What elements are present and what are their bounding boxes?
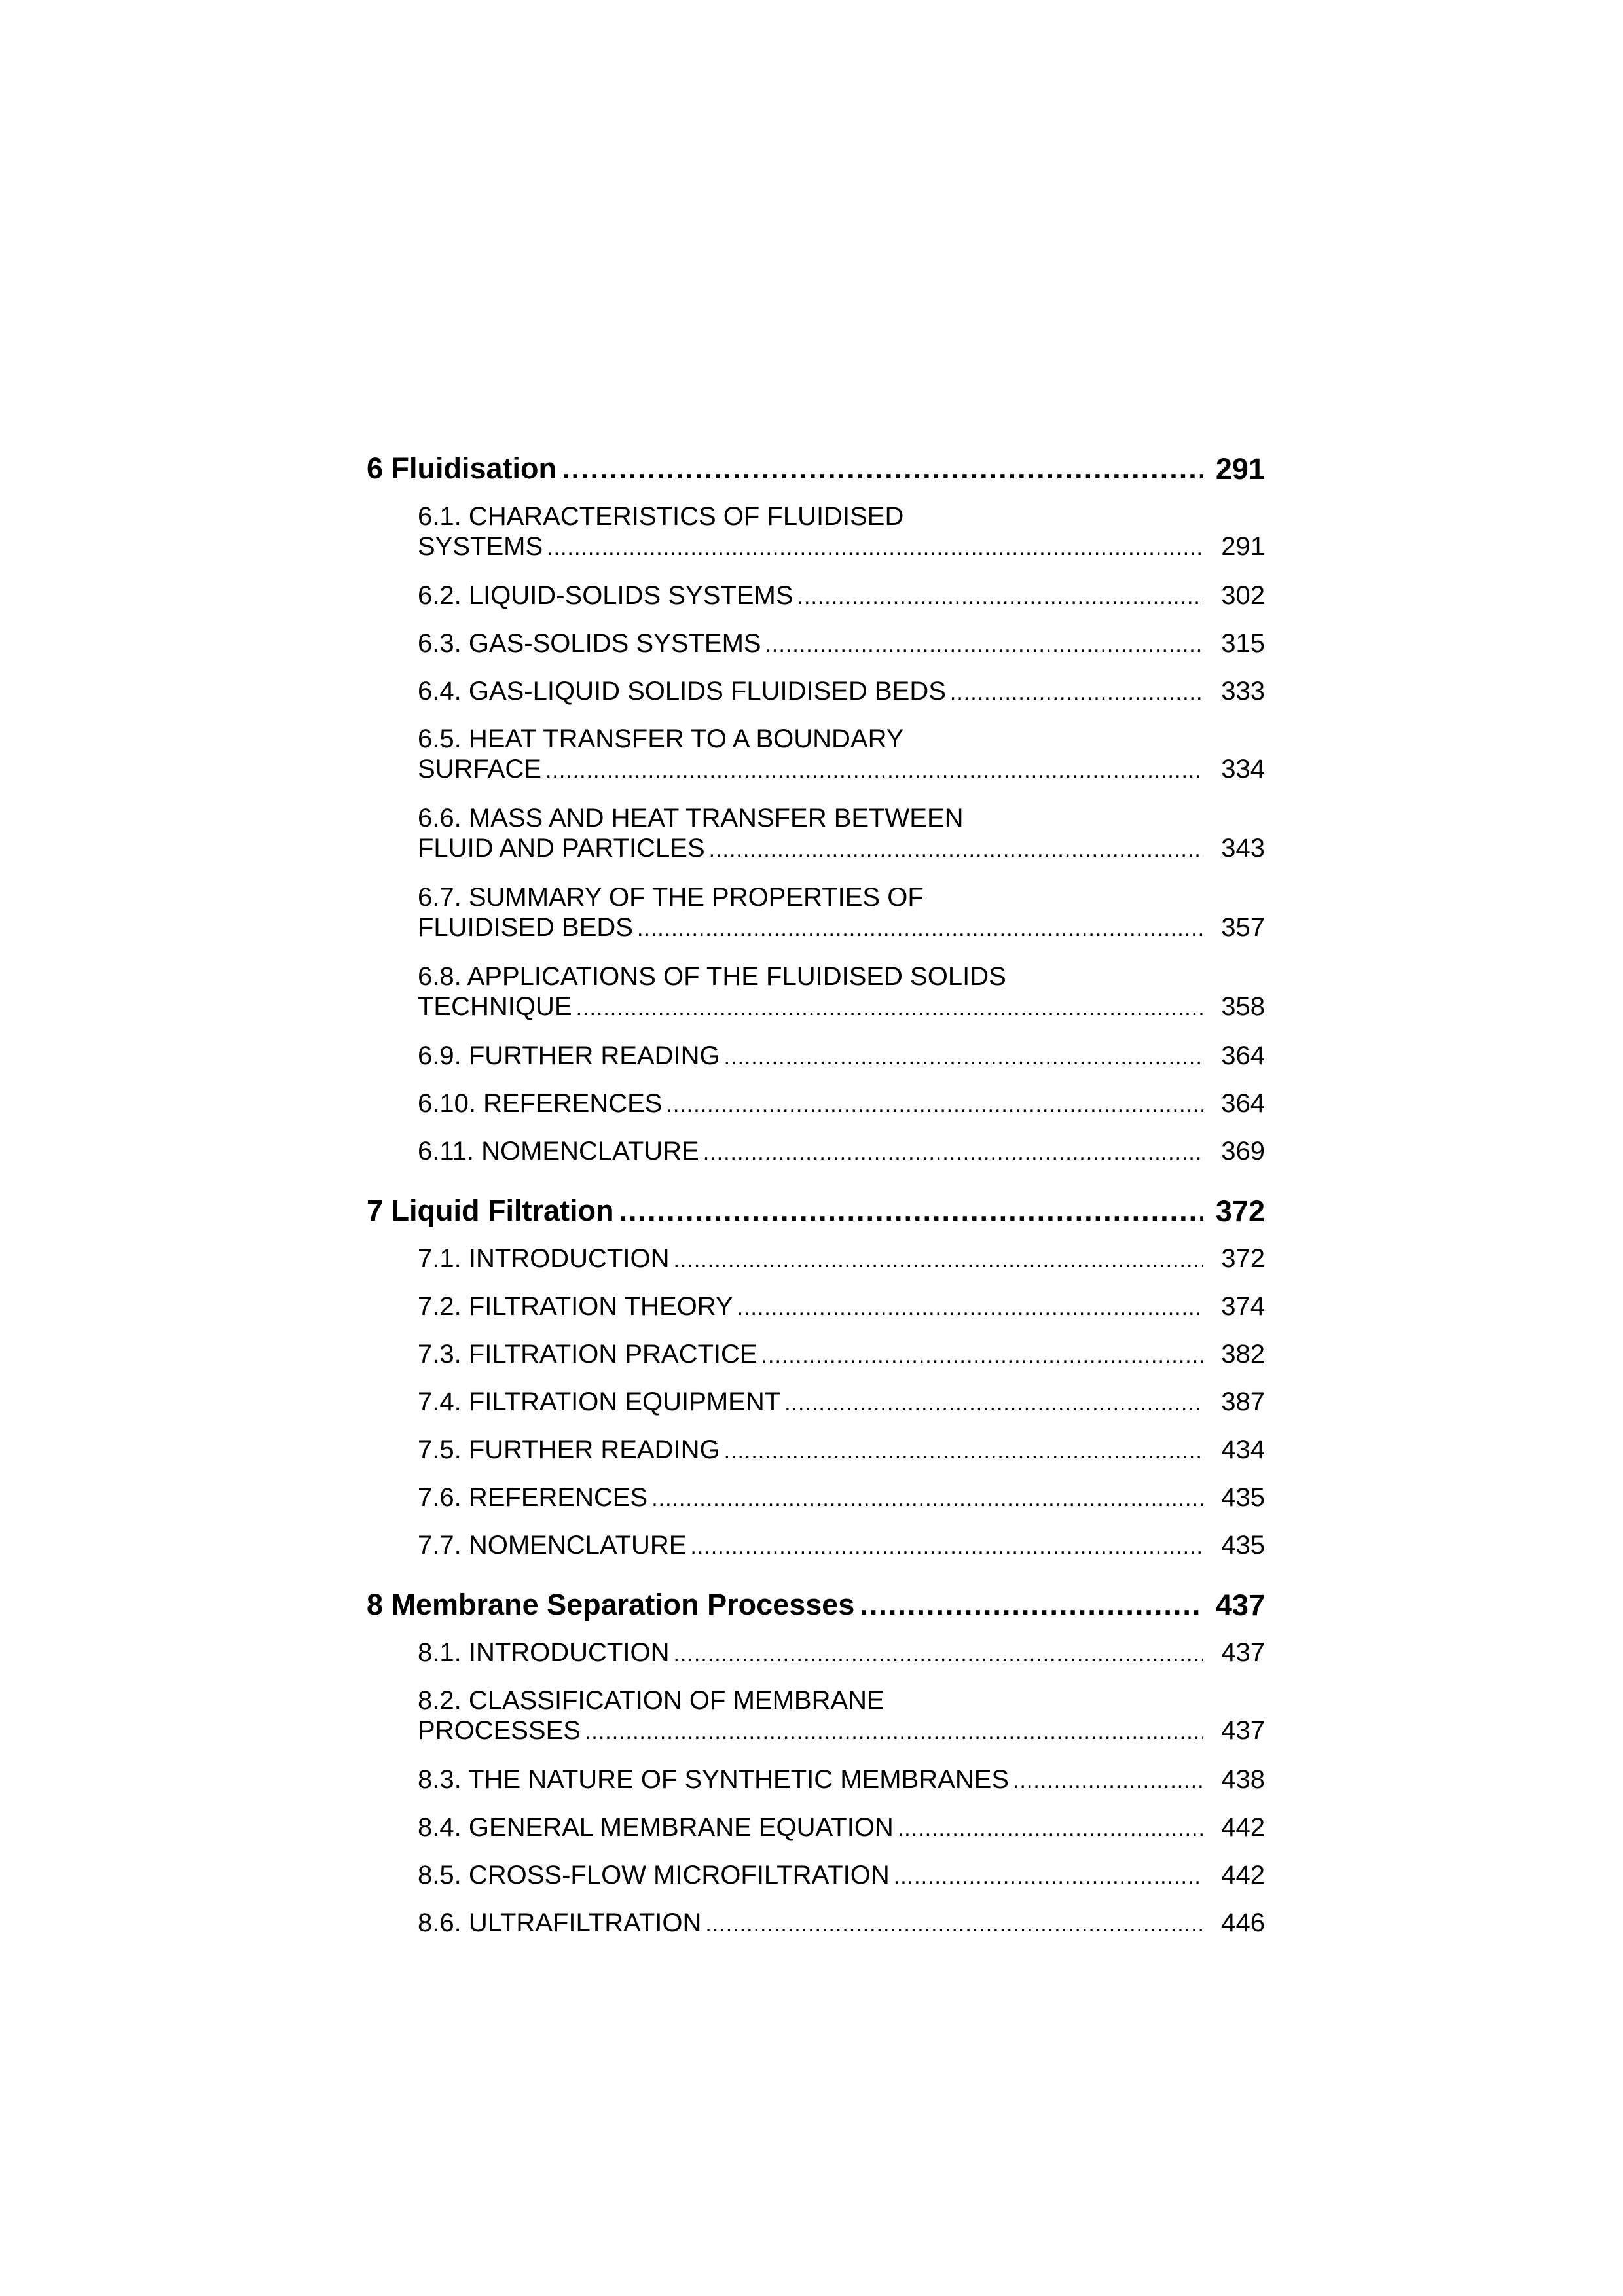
entry-page-number: 364 — [1221, 1041, 1265, 1070]
entry-title: 6.9. FURTHER READING — [418, 1041, 720, 1070]
chapter-page-number: 372 — [1215, 1194, 1265, 1228]
toc-entry[interactable] — [418, 1435, 1265, 1466]
entry-title: FLUIDISED BEDS — [418, 913, 633, 942]
entry-title: 6.4. GAS-LIQUID SOLIDS FLUIDISED BEDS — [418, 677, 946, 706]
toc-entry[interactable] — [418, 628, 1265, 660]
toc-entry[interactable] — [418, 803, 1265, 865]
entry-page-number: 437 — [1221, 1638, 1265, 1667]
toc-entry[interactable] — [418, 1765, 1265, 1796]
dot-leader — [562, 452, 1203, 486]
entry-page-number: 358 — [1221, 992, 1265, 1021]
chapter-page-number: 291 — [1215, 452, 1265, 486]
toc-entry[interactable] — [418, 1244, 1265, 1275]
entry-title: 7.4. FILTRATION EQUIPMENT — [418, 1388, 781, 1416]
chapter-heading[interactable] — [367, 1588, 1265, 1622]
toc-entry[interactable] — [418, 1088, 1265, 1120]
dot-leader — [585, 1717, 1203, 1747]
entry-title: 8.5. CROSS-FLOW MICROFILTRATION — [418, 1861, 890, 1890]
entry-title: TECHNIQUE — [418, 992, 572, 1021]
dot-leader — [784, 1388, 1203, 1418]
dot-leader — [705, 1909, 1203, 1939]
dot-leader — [547, 533, 1203, 563]
entry-page-number: 435 — [1221, 1531, 1265, 1560]
toc-entry[interactable] — [418, 1638, 1265, 1669]
toc-chapter — [367, 452, 1265, 1168]
entry-title-line: 8.2. CLASSIFICATION OF MEMBRANE — [418, 1686, 884, 1715]
entry-title: 8.6. ULTRAFILTRATION — [418, 1909, 702, 1937]
dot-leader — [637, 914, 1203, 944]
dot-leader — [690, 1532, 1203, 1562]
entry-title: 6.11. NOMENCLATURE — [418, 1137, 699, 1166]
dot-leader — [724, 1042, 1203, 1072]
entry-title: 6.3. GAS-SOLIDS SYSTEMS — [418, 629, 761, 658]
entry-page-number: 333 — [1221, 677, 1265, 706]
entry-page-number: 446 — [1221, 1909, 1265, 1937]
toc-chapter — [367, 1194, 1265, 1562]
entry-page-number: 442 — [1221, 1861, 1265, 1890]
entry-title-line: 6.1. CHARACTERISTICS OF FLUIDISED — [418, 502, 904, 531]
dot-leader — [950, 677, 1203, 708]
toc-entry[interactable] — [418, 1482, 1265, 1514]
toc-entry[interactable] — [418, 1860, 1265, 1892]
toc-entry[interactable] — [418, 961, 1265, 1023]
entry-title: 7.5. FURTHER READING — [418, 1435, 720, 1464]
chapter-heading[interactable] — [367, 452, 1265, 486]
dot-leader — [673, 1639, 1203, 1669]
entry-title: 6.10. REFERENCES — [418, 1089, 663, 1118]
dot-leader — [765, 630, 1203, 660]
chapter-title: 6 Fluidisation — [367, 452, 557, 485]
entry-title: PROCESSES — [418, 1716, 581, 1745]
entry-page-number: 374 — [1221, 1292, 1265, 1321]
entry-page-number: 382 — [1221, 1340, 1265, 1369]
dot-leader — [619, 1194, 1203, 1228]
dot-leader — [666, 1090, 1203, 1120]
dot-leader — [1013, 1766, 1203, 1796]
toc-entry[interactable] — [418, 1291, 1265, 1323]
dot-leader — [709, 834, 1203, 865]
entry-title-line: 6.5. HEAT TRANSFER TO A BOUNDARY — [418, 725, 904, 753]
entry-title: SURFACE — [418, 755, 541, 783]
entry-page-number: 291 — [1221, 532, 1265, 561]
entry-title-line: 6.6. MASS AND HEAT TRANSFER BETWEEN — [418, 804, 964, 833]
entry-page-number: 387 — [1221, 1388, 1265, 1416]
dot-leader — [576, 993, 1203, 1023]
toc-entry[interactable] — [418, 724, 1265, 785]
entry-title: 8.1. INTRODUCTION — [418, 1638, 670, 1667]
toc-entry[interactable] — [418, 1387, 1265, 1418]
entry-title: FLUID AND PARTICLES — [418, 834, 705, 863]
dot-leader — [898, 1814, 1203, 1844]
entry-page-number: 372 — [1221, 1244, 1265, 1273]
toc-entry[interactable] — [418, 1041, 1265, 1072]
toc-entry[interactable] — [418, 581, 1265, 612]
entry-page-number: 437 — [1221, 1716, 1265, 1745]
entry-page-number: 442 — [1221, 1813, 1265, 1842]
entry-title-line: 6.8. APPLICATIONS OF THE FLUIDISED SOLIDS — [418, 962, 1006, 991]
dot-leader — [673, 1245, 1203, 1275]
toc-entry[interactable] — [418, 1908, 1265, 1939]
entry-title: 8.4. GENERAL MEMBRANE EQUATION — [418, 1813, 894, 1842]
chapter-page-number: 437 — [1215, 1588, 1265, 1622]
entry-title: SYSTEMS — [418, 532, 543, 561]
dot-leader — [860, 1588, 1203, 1622]
chapter-title: 7 Liquid Filtration — [367, 1194, 614, 1227]
toc-entry[interactable] — [418, 676, 1265, 708]
toc-chapter — [367, 1588, 1265, 1939]
entry-title: 7.2. FILTRATION THEORY — [418, 1292, 733, 1321]
entry-title: 8.3. THE NATURE OF SYNTHETIC MEMBRANES — [418, 1765, 1010, 1794]
entry-page-number: 369 — [1221, 1137, 1265, 1166]
table-of-contents — [367, 452, 1265, 1956]
entry-page-number: 434 — [1221, 1435, 1265, 1464]
entry-page-number: 364 — [1221, 1089, 1265, 1118]
entry-page-number: 357 — [1221, 913, 1265, 942]
entry-page-number: 435 — [1221, 1483, 1265, 1512]
entry-title: 7.1. INTRODUCTION — [418, 1244, 670, 1273]
toc-entry[interactable] — [418, 1339, 1265, 1371]
toc-entry[interactable] — [418, 501, 1265, 563]
dot-leader — [703, 1138, 1203, 1168]
entry-title: 6.2. LIQUID-SOLIDS SYSTEMS — [418, 581, 793, 610]
entry-title-line: 6.7. SUMMARY OF THE PROPERTIES OF — [418, 883, 924, 912]
entry-page-number: 438 — [1221, 1765, 1265, 1794]
toc-entry[interactable] — [418, 1530, 1265, 1562]
dot-leader — [724, 1436, 1203, 1466]
dot-leader — [894, 1861, 1203, 1892]
entry-page-number: 334 — [1221, 755, 1265, 783]
dot-leader — [797, 582, 1204, 612]
dot-leader — [545, 755, 1203, 785]
toc-entry[interactable] — [418, 1812, 1265, 1844]
toc-entry[interactable] — [418, 1136, 1265, 1168]
toc-entry[interactable] — [418, 1685, 1265, 1747]
chapter-heading[interactable] — [367, 1194, 1265, 1228]
chapter-title: 8 Membrane Separation Processes — [367, 1588, 855, 1621]
entry-title: 7.6. REFERENCES — [418, 1483, 648, 1512]
dot-leader — [761, 1340, 1203, 1371]
dot-leader — [651, 1484, 1203, 1514]
entry-page-number: 302 — [1221, 581, 1265, 610]
dot-leader — [737, 1293, 1203, 1323]
entry-title: 7.7. NOMENCLATURE — [418, 1531, 687, 1560]
entry-title: 7.3. FILTRATION PRACTICE — [418, 1340, 757, 1369]
entry-page-number: 315 — [1221, 629, 1265, 658]
toc-entry[interactable] — [418, 882, 1265, 944]
entry-page-number: 343 — [1221, 834, 1265, 863]
